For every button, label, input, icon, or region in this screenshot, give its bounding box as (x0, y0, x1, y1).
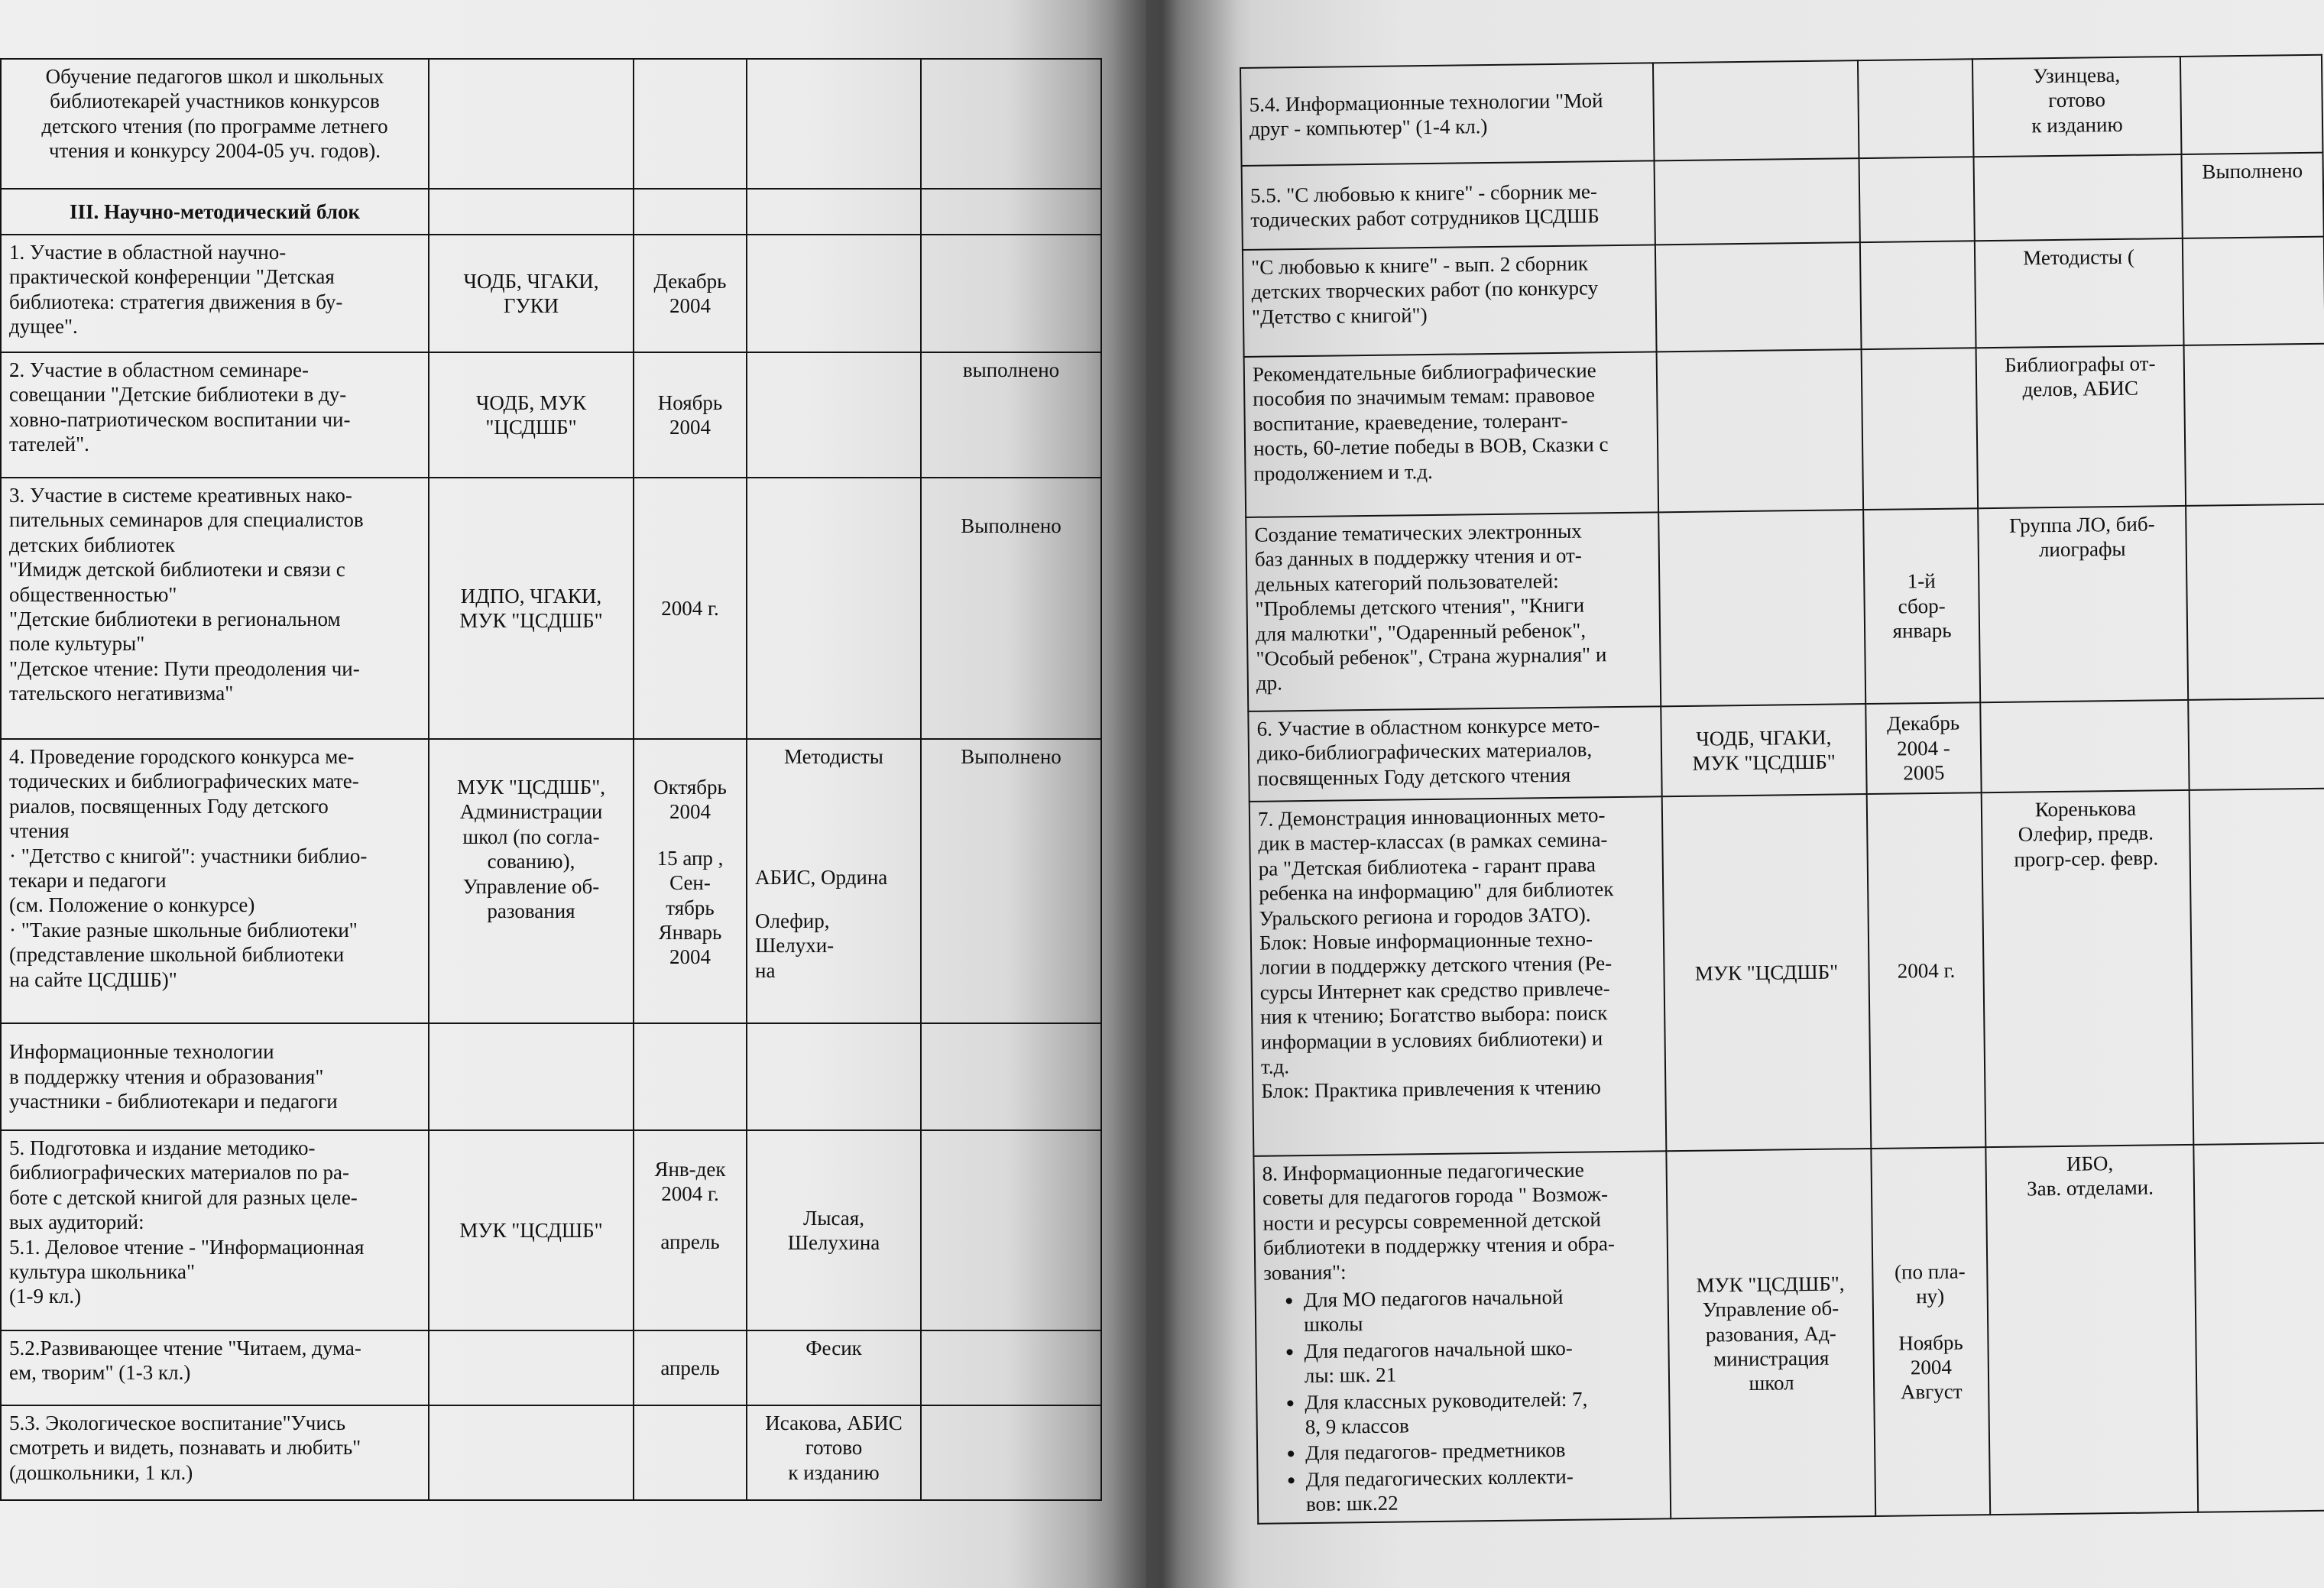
empty-cell (429, 189, 634, 235)
empty-cell (1658, 510, 1865, 706)
date-text: Ноябрь 2004 Август (1898, 1330, 1963, 1404)
empty-cell (429, 1023, 634, 1130)
activity-cell: 5.3. Экологическое воспитание"Учись смотреть и видеть, познавать и любить" (дошкольники, 1 кл.) (1, 1405, 429, 1500)
responsible-cell (747, 478, 921, 739)
note-cell: выполнено (921, 352, 1101, 478)
executors-cell: МУК "ЦСДШБ" (429, 1130, 634, 1330)
activity-cell: 5.4. Информационные технологии "Мой друг - компьютер" (1-4 кл.) (1240, 63, 1655, 166)
empty-cell (1974, 154, 2183, 241)
date-cell (634, 739, 747, 1023)
responsible-cell: Исакова, АБИС готово к изданию (747, 1405, 921, 1500)
note-cell (921, 1130, 1101, 1330)
empty-cell (1655, 158, 1860, 245)
empty-cell (1859, 157, 1975, 242)
responsible-text: Методисты (784, 745, 883, 768)
left-page (0, 0, 1146, 1588)
executors-cell: ЧОДБ, ЧГАКИ, МУК "ЦСДШБ" (1661, 704, 1866, 796)
empty-cell (1657, 349, 1864, 512)
list-item: • Для МО педагогов начальной школы (1304, 1283, 1661, 1337)
table-row (1243, 237, 2324, 357)
empty-cell (1860, 241, 1976, 349)
date-text: Октябрь 2004 (653, 776, 727, 824)
executors-cell (429, 739, 634, 1023)
right-plan-table (1240, 54, 2324, 1525)
empty-cell (634, 189, 747, 235)
responsible-cell: Фесик (747, 1330, 921, 1405)
table-row (1253, 1143, 2324, 1525)
executors-cell: ИДПО, ЧГАКИ, МУК "ЦСДШБ" (429, 478, 634, 739)
executors-cell: ЧОДБ, МУК "ЦСДШБ" (429, 352, 634, 478)
table-row (1244, 344, 2324, 517)
empty-cell (1862, 348, 1979, 510)
table-row (1, 1405, 1101, 1500)
date-cell: 2004 г. (634, 478, 747, 739)
responsible-cell (747, 59, 921, 189)
responsible-text: Олефир, Шелухи- на (755, 909, 835, 982)
responsible-cell (747, 235, 921, 352)
responsible-text: АБИС, Ордина (755, 866, 888, 890)
table-row (1246, 504, 2324, 711)
empty-cell (1858, 59, 1974, 158)
empty-cell (429, 1405, 634, 1500)
empty-cell (747, 189, 921, 235)
activity-cell: Обучение педагогов школ и школьных библиотекарей участников конкурсов детского чтения (по программе летнего чтения и конкурсу 2004-05 уч. годов). (1, 59, 429, 189)
note-cell (921, 59, 1101, 189)
empty-cell (921, 1330, 1101, 1405)
empty-cell (2193, 1143, 2324, 1513)
activity-cell: Информационные технологии в поддержку чтения и образования" участники - библиотекари и педагоги (1, 1023, 429, 1130)
activity-cell: Создание тематических электронных баз данных в поддержку чтения и от- дельных категорий пользователей: "Проблемы детского чтения", "Книги для малютки", "Одаренный ребенок", "Особый ребенок", Страна журналия" и др. (1246, 512, 1661, 711)
empty-cell (429, 1330, 634, 1405)
responsible-cell: ИБО, Зав. отделами. (1985, 1145, 2198, 1515)
empty-cell (2184, 344, 2324, 506)
responsible-cell: Методисты ( (1975, 238, 2184, 348)
responsible-cell: Группа ЛО, биб- лиографы (1978, 506, 2188, 702)
executors-cell (429, 59, 634, 189)
date-text: Янв-дек 2004 г. (654, 1158, 726, 1206)
note-cell: Выполнено (921, 739, 1101, 1023)
date-cell: Декабрь 2004 - 2005 (1865, 702, 1981, 794)
table-row (1, 352, 1101, 478)
executors-cell: МУК "ЦСДШБ" (1662, 794, 1872, 1151)
activity-intro: 8. Информационные педагогические советы для педагогов города " Возмож- ности и ресурсы современной детской библиотеки в поддержку чтения и обра- зования": (1262, 1158, 1616, 1285)
empty-cell (921, 1023, 1101, 1130)
table-row (1, 739, 1101, 1023)
executors-text: МУК "ЦСДШБ", Администрации школ (по согла- сованию), Управление об- разования (457, 776, 605, 922)
table-row (1240, 55, 2322, 166)
audience-list (1264, 1283, 1663, 1517)
responsible-cell (747, 352, 921, 478)
date-cell: 2004 г. (1867, 792, 1986, 1149)
note-text: Выполнено (961, 514, 1062, 537)
list-item: • Для классных руководителей: 7, 8, 9 классов (1305, 1385, 1661, 1439)
table-row (1, 59, 1101, 189)
note-cell: Выполнено (2181, 153, 2323, 238)
left-plan-table (0, 58, 1102, 1501)
list-item: • Для педагогов начальной шко- лы: шк. 21 (1304, 1334, 1661, 1388)
empty-cell (2189, 789, 2324, 1145)
activity-cell: 1. Участие в областной научно- практической конференции "Детская библиотека: стратегия движения в бу- дущее". (1, 235, 429, 352)
empty-cell (747, 1023, 921, 1130)
table-row (1242, 153, 2324, 250)
table-row (1, 1130, 1101, 1330)
list-item: • Для педагогов- предметников (1305, 1437, 1661, 1466)
empty-cell (1980, 700, 2189, 792)
section-row (1, 189, 1101, 235)
responsible-cell: Лысая, Шелухина (747, 1130, 921, 1330)
date-text: апрель (660, 1230, 720, 1253)
empty-cell (2180, 55, 2323, 154)
date-text: (по пла- ну) (1894, 1259, 1966, 1308)
activity-cell: 2. Участие в областном семинаре- совещании "Детские библиотеки в ду- ховно-патриотическом воспитании чи- тателей". (1, 352, 429, 478)
activity-cell: 6. Участие в областном конкурсе мето- дико-библиографических материалов, посвященных Году детского чтения (1248, 706, 1661, 802)
empty-cell (921, 189, 1101, 235)
activity-cell: 4. Проведение городского конкурса ме- тодических и библиографических мате- риалов, посвященных Году детского чтения · "Детство с книгой": участники библио- текари и педагоги (см. Положение о конкурсе) · "Такие разные школьные библиотеки" (представление школьной библиотеки на сайте ЦСДШБ)" (1, 739, 429, 1023)
activity-cell: 5. Подготовка и издание методико- библиографических материалов по ра- боте с детской книгой для разных целе- вых аудиторий: 5.1. Деловое чтение - "Информационная культура школьника" (1-9 кл.) (1, 1130, 429, 1330)
empty-cell (2186, 504, 2324, 700)
table-row (1, 235, 1101, 352)
date-cell: 1-й сбор- январь (1863, 508, 1980, 704)
activity-cell: 5.2.Развивающее чтение "Читаем, дума- ем, творим" (1-3 кл.) (1, 1330, 429, 1405)
responsible-cell: Узинцева, готово к изданию (1972, 57, 2182, 157)
date-cell: апрель (634, 1330, 747, 1405)
empty-cell (634, 1023, 747, 1130)
executors-cell: МУК "ЦСДШБ", Управление об- разования, Ад- министрация школ (1666, 1149, 1875, 1519)
empty-cell (634, 1405, 747, 1500)
activity-cell: "С любовью к книге" - вып. 2 сборник детских творческих работ (по конкурсу "Детство с книгой") (1243, 245, 1657, 357)
activity-cell: 3. Участие в системе креативных нако- пительных семинаров для специалистов детских библиотек "Имидж детской библиотеки и связи с общественностью" "Детские библиотеки в региональном поле культуры" "Детское чтение: Пути преодоления чи- тательского негативизма" (1, 478, 429, 739)
table-row (1, 1330, 1101, 1405)
activity-cell: Рекомендательные библиографические пособия по значимым темам: правовое воспитание, краеведение, толерант- ность, 60-летие победы в ВОВ, Сказки с продолжением и т.д. (1244, 352, 1659, 517)
date-cell (1871, 1147, 1990, 1516)
date-cell: Ноябрь 2004 (634, 352, 747, 478)
table-row (1, 478, 1101, 739)
activity-cell (1253, 1151, 1671, 1524)
table-row (1, 1023, 1101, 1130)
empty-cell (2183, 237, 2324, 345)
empty-cell (921, 1405, 1101, 1500)
activity-cell: 7. Демонстрация инновационных мето- дик в мастер-классах (в рамках семина- ра "Детская библиотека - гарант права ребенка на информацию" для библиотек Уральского региона и городов ЗАТО). Блок: Новые информационные техно- логии в поддержку детского чтения (Ре- сурсы Интернет как средство привлече- ния к чтению; Богатство выбора: поиск информации в условиях библиотеки) и т.д. Блок: Практика привлечения к чтению (1250, 796, 1667, 1156)
section-heading: III. Научно-методический блок (1, 189, 429, 235)
responsible-cell: Библиографы от- делов, АБИС (1976, 345, 2186, 508)
responsible-cell: Коренькова Олефир, предв. прогр-сер. февр. (1982, 790, 2194, 1147)
right-page (1146, 0, 2324, 1588)
empty-cell (1655, 242, 1862, 352)
date-cell (634, 1130, 747, 1330)
empty-cell (1653, 60, 1859, 160)
empty-cell (2188, 698, 2324, 790)
note-cell (921, 235, 1101, 352)
date-text: 15 апр , Сен- тябрь Январь 2004 (656, 846, 724, 969)
date-cell (634, 59, 747, 189)
executors-cell: ЧОДБ, ЧГАКИ, ГУКИ (429, 235, 634, 352)
activity-cell: 5.5. "С любовью к книге" - сборник ме- тодических работ сотрудников ЦСДШБ (1242, 160, 1655, 250)
date-cell: Декабрь 2004 (634, 235, 747, 352)
table-row (1248, 698, 2324, 802)
responsible-cell (747, 739, 921, 1023)
table-row (1250, 789, 2324, 1156)
list-item: • Для педагогических коллекти- вов: шк.22 (1305, 1463, 1662, 1516)
note-cell (921, 478, 1101, 739)
